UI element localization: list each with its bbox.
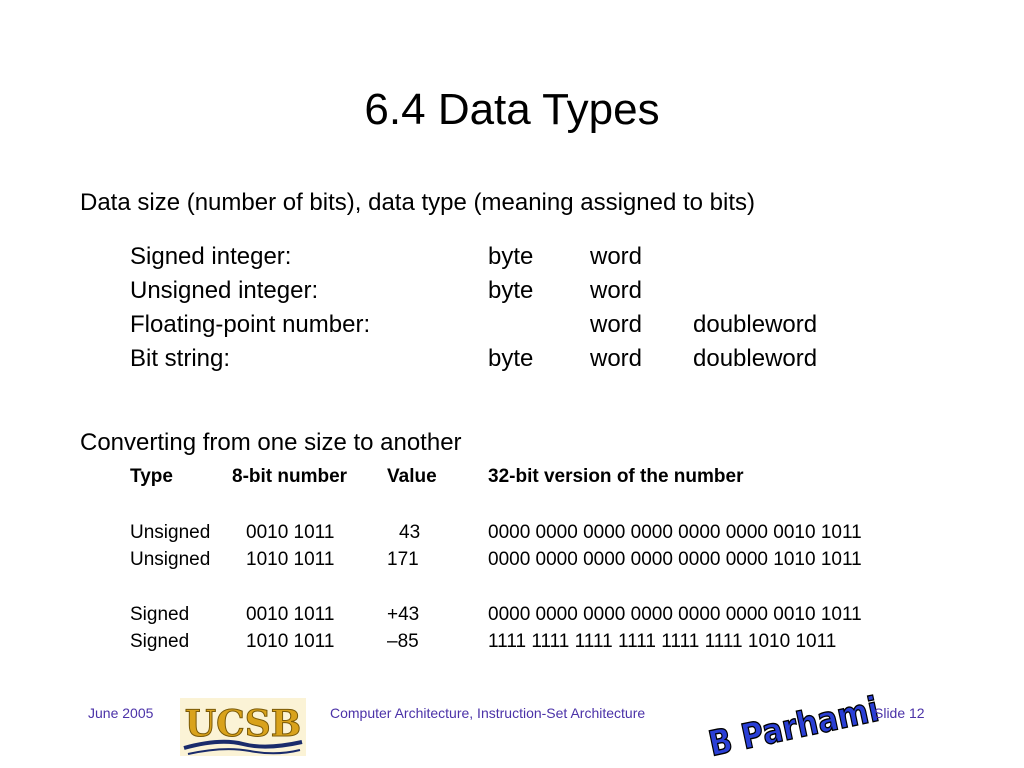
cell-8bit: 1010 1011 (246, 631, 335, 652)
column-header: Value (387, 466, 437, 487)
data-type-size: word (590, 311, 643, 338)
cell-type: Unsigned (130, 549, 211, 570)
conversion-heading: Converting from one size to another (80, 429, 462, 456)
cell-8bit: 0010 1011 (246, 604, 335, 625)
data-type-size: byte (488, 277, 534, 304)
column-header: Type (130, 466, 173, 487)
footer-slide-number: Slide 12 (874, 705, 925, 721)
data-type-name: Floating-point number: (130, 311, 371, 338)
data-type-size: word (590, 277, 643, 304)
svg-text:B Parhami: B Parhami (705, 688, 883, 765)
author-logo (705, 688, 883, 765)
data-type-name: Unsigned integer: (130, 277, 319, 304)
cell-32bit: 0000 0000 0000 0000 0000 0000 0010 1011 (488, 522, 862, 543)
slide-title: 6.4 Data Types (364, 85, 660, 134)
data-type-size: word (590, 345, 643, 372)
cell-value: 43 (399, 522, 421, 543)
data-type-name: Bit string: (130, 345, 231, 372)
data-type-size: doubleword (693, 311, 818, 338)
data-type-size: word (590, 243, 643, 270)
footer-date: June 2005 (88, 705, 154, 721)
svg-text:UCSB: UCSB (184, 703, 302, 745)
cell-type: Signed (130, 604, 190, 625)
cell-32bit: 0000 0000 0000 0000 0000 0000 1010 1011 (488, 549, 862, 570)
cell-type: Signed (130, 631, 190, 652)
data-type-size: byte (488, 345, 534, 372)
column-header: 8-bit number (232, 466, 348, 487)
ucsb-logo (180, 698, 306, 756)
column-header: 32-bit version of the number (488, 466, 744, 487)
intro-text: Data size (number of bits), data type (meaning assigned to bits) (80, 189, 755, 216)
cell-8bit: 1010 1011 (246, 549, 335, 570)
footer-course: Computer Architecture, Instruction-Set Architecture (330, 705, 646, 721)
data-type-size: doubleword (693, 345, 818, 372)
cell-value: 171 (387, 549, 419, 570)
cell-type: Unsigned (130, 522, 211, 543)
data-type-size: byte (488, 243, 534, 270)
cell-value: +43 (387, 604, 420, 625)
cell-8bit: 0010 1011 (246, 522, 335, 543)
cell-32bit: 0000 0000 0000 0000 0000 0000 0010 1011 (488, 604, 862, 625)
cell-value: –85 (387, 631, 419, 652)
data-type-name: Signed integer: (130, 243, 292, 270)
cell-32bit: 1111 1111 1111 1111 1111 1111 1010 1011 (488, 631, 837, 652)
